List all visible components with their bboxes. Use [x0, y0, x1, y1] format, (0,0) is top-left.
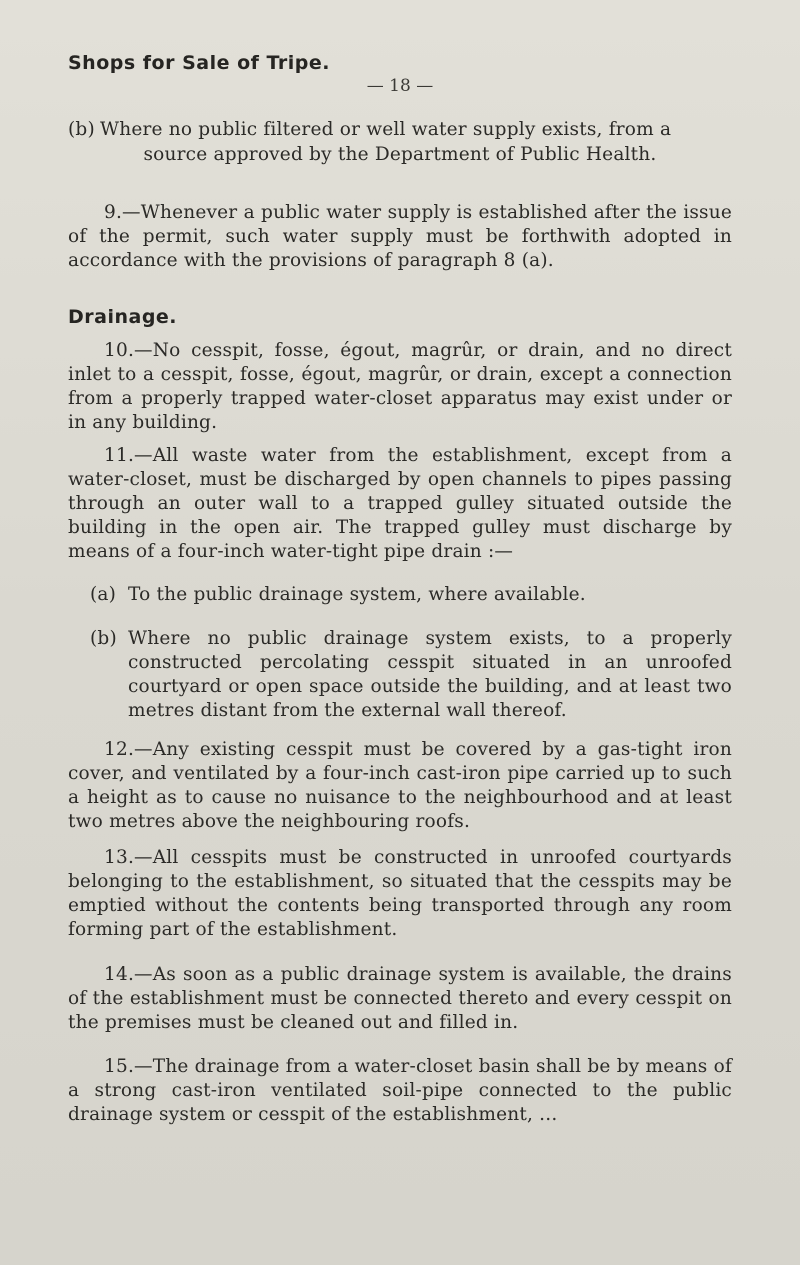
- paragraph-15: 15.—The drainage from a water-closet basin shall be by means of a strong cast-iron ventilated soil-pipe connected to the public drainage system or cesspit of the establishment, ...: [68, 1056, 732, 1125]
- paragraph-10: 10.—No cesspit, fosse, égout, magrûr, or drain, and no direct inlet to a cesspit, fosse, égout, magrûr, or drain, except a connection from a properly trapped water-closet apparatus may exist under or in any building.: [68, 340, 732, 433]
- paragraph-9: 9.—Whenever a public water supply is established after the issue of the permit, such water supply must be forthwith adopted in accordance with the provisions of paragraph 8 (a).: [68, 202, 732, 271]
- paragraph-12: 12.—Any existing cesspit must be covered by a gas-tight iron cover, and ventilated by a four-inch cast-iron pipe carried up to such a height as to cause no nuisance to the neighbourhood and at least two metres above the neighbouring roofs.: [68, 739, 732, 832]
- paragraph-14: 14.—As soon as a public drainage system is available, the drains of the establishment must be connected thereto and every cesspit on the premises must be cleaned out and filled in.: [68, 964, 732, 1033]
- paragraph-13: 13.—All cesspits must be constructed in unroofed courtyards belonging to the establishment, so situated that the cesspits may be emptied without the contents being transported through any room forming part of the establishment.: [68, 847, 732, 940]
- item-label: (b): [90, 628, 117, 649]
- list-item-b-water-supply: [68, 118, 732, 142]
- item-text: Where no public drainage system exists, to a properly constructed percolating cesspit situated in an unroofed courtyard or open space outside the building, and at least two metres distant from the external wall thereof.: [128, 628, 732, 721]
- paragraph-11: 11.—All waste water from the establishment, except from a water-closet, must be discharged by open channels to pipes passing through an outer wall to a trapped gulley situated outside the building in the open air. The trapped gulley must discharge by means of a four-inch water-tight pipe drain :—: [68, 445, 732, 562]
- running-head: Shops for Sale of Tripe.: [68, 52, 331, 74]
- item-text: To the public drainage system, where available.: [128, 584, 586, 605]
- item-label: (b): [68, 119, 95, 140]
- item-text-continuation: source approved by the Department of Public Health.: [143, 144, 657, 165]
- section-heading-drainage: Drainage.: [68, 306, 178, 328]
- item-text: Where no public filtered or well water supply exists, from a: [100, 119, 672, 140]
- list-item-a-public-drainage: [90, 583, 732, 607]
- page-number: — 18 —: [366, 76, 434, 96]
- list-item-b-cesspit: [90, 627, 732, 723]
- item-label: (a): [90, 584, 117, 605]
